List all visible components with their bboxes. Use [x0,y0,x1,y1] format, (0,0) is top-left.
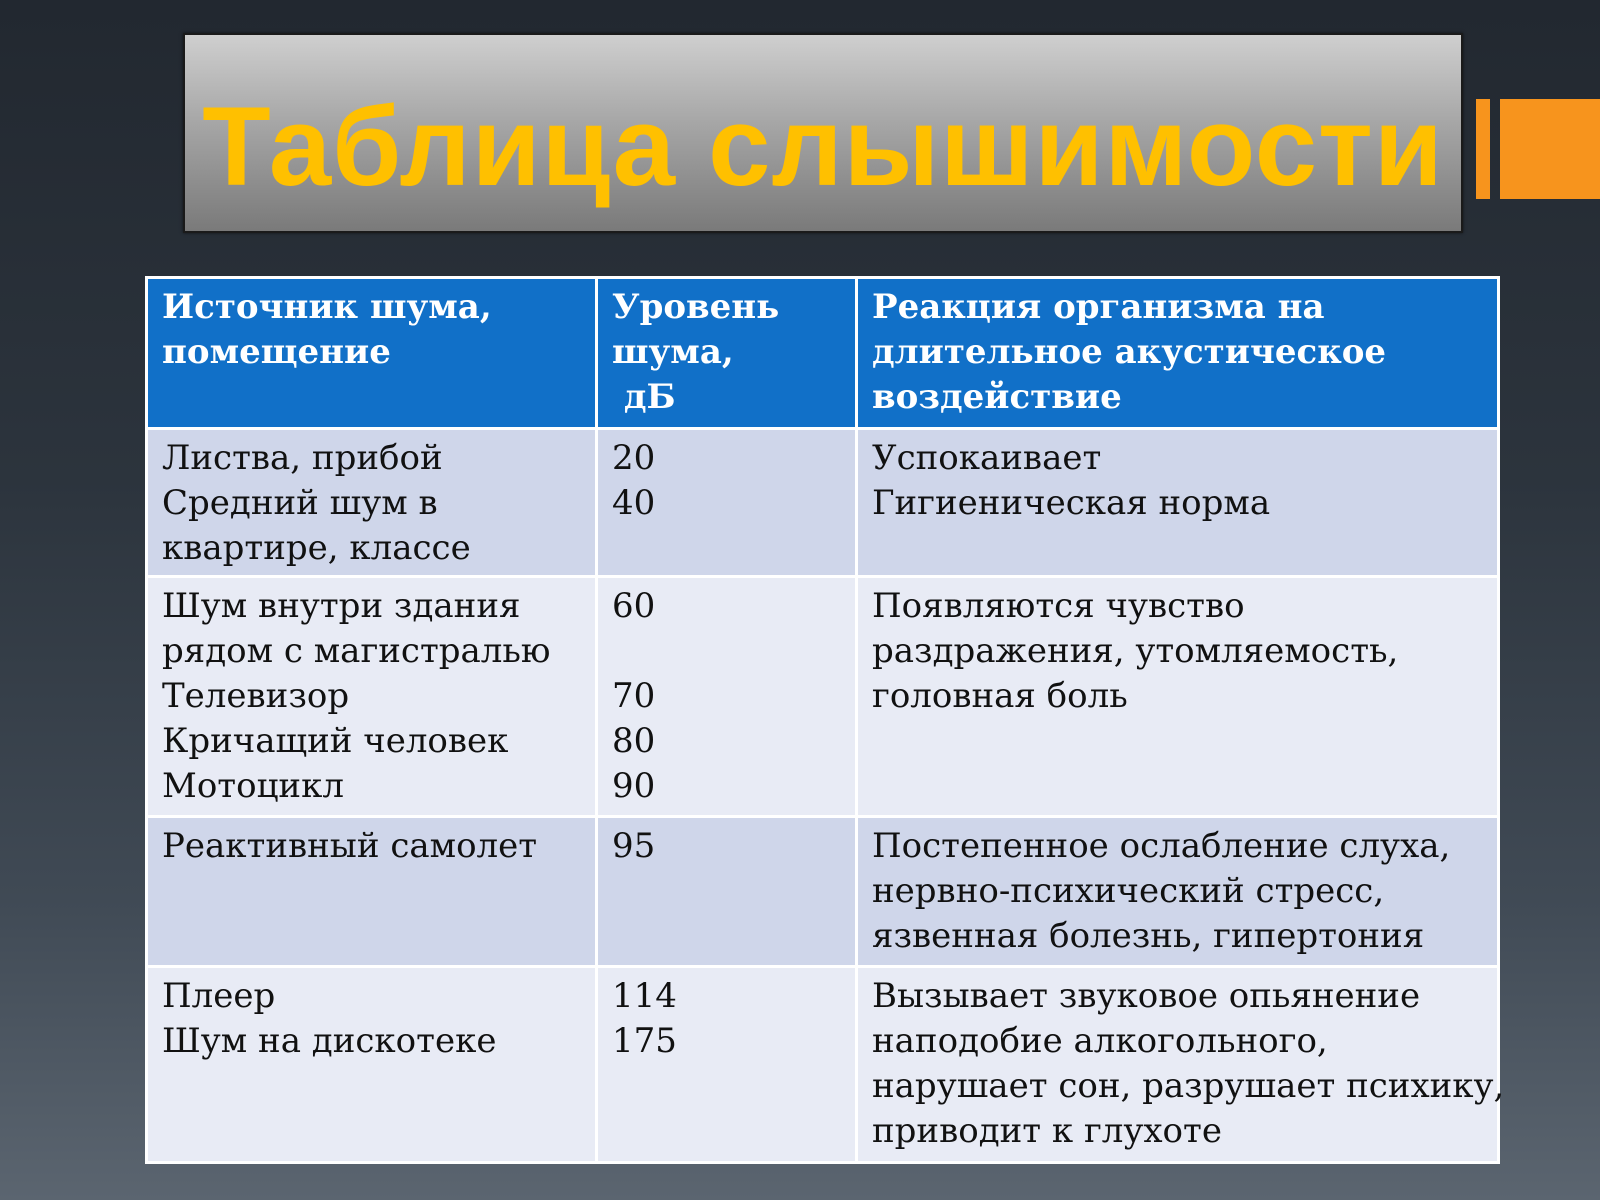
slide-title: Таблица слышимости [202,84,1444,209]
table-row [147,577,1499,817]
cell-reaction: Появляются чувство раздражения, утомляемость, головная боль [857,577,1499,817]
cell-level: 20 40 [597,429,857,577]
table-row [147,429,1499,577]
header-reaction: Реакция организма на длительное акустическое воздействие [857,278,1499,429]
title-box [183,33,1463,233]
cell-level: 60 70 80 90 [597,577,857,817]
cell-level: 114 175 [597,967,857,1163]
cell-source: Шум внутри здания рядом с магистралью Телевизор Кричащий человек Мотоцикл [147,577,597,817]
table-row [147,967,1499,1163]
noise-table-container [145,276,1505,1164]
cell-level: 95 [597,817,857,967]
cell-source: Листва, прибой Средний шум в квартире, классе [147,429,597,577]
cell-source: Реактивный самолет [147,817,597,967]
header-level: Уровень шума, дБ [597,278,857,429]
accent-bar-thin [1476,99,1490,199]
cell-reaction: Успокаивает Гигиеническая норма [857,429,1499,577]
header-source: Источник шума, помещение [147,278,597,429]
table-header-row [147,278,1499,429]
table-row [147,817,1499,967]
cell-reaction: Постепенное ослабление слуха, нервно-психический стресс, язвенная болезнь, гипертония [857,817,1499,967]
cell-reaction: Вызывает звуковое опьянение наподобие алкогольного, нарушает сон, разрушает психику, приводит к глухоте [857,967,1499,1163]
cell-source: Плеер Шум на дискотеке [147,967,597,1163]
noise-table [145,276,1505,1164]
accent-bar-thick [1500,99,1600,199]
